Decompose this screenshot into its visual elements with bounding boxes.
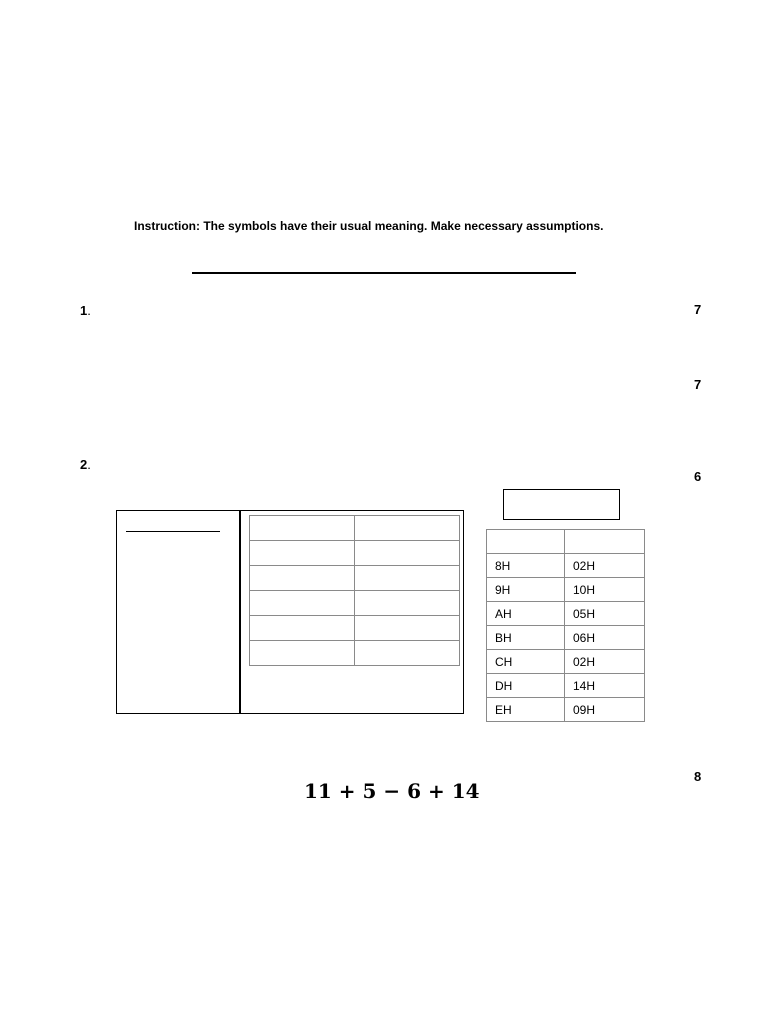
address-cell: EH [487, 698, 565, 722]
table-cell [250, 616, 355, 641]
table-header-row [487, 530, 645, 554]
data-cell: 02H [565, 554, 645, 578]
diagram-label-line [126, 531, 220, 532]
math-expression: 11 + 5 − 6 + 14 [304, 779, 480, 803]
table-row [250, 541, 460, 566]
marks-3: 6 [694, 469, 702, 484]
header-cell-address [487, 530, 565, 554]
data-cell: 02H [565, 650, 645, 674]
table-cell [355, 616, 460, 641]
table-row [487, 674, 645, 698]
table-cell [355, 566, 460, 591]
question-2-number: 2. [80, 457, 91, 472]
memory-label-box [503, 489, 620, 520]
data-cell: 10H [565, 578, 645, 602]
table-row [250, 516, 460, 541]
table-row [250, 641, 460, 666]
table-row [487, 602, 645, 626]
table-row [487, 650, 645, 674]
table-row [487, 554, 645, 578]
diagram-divider [239, 510, 241, 714]
data-cell: 09H [565, 698, 645, 722]
instruction-text: Instruction: The symbols have their usual meaning. Make necessary assumptions. [134, 219, 604, 233]
address-cell: CH [487, 650, 565, 674]
question-1-number: 1. [80, 303, 91, 318]
table-row [487, 626, 645, 650]
data-cell: 05H [565, 602, 645, 626]
table-row [487, 578, 645, 602]
table-cell [250, 541, 355, 566]
marks-4: 8 [694, 769, 702, 784]
table-row [250, 566, 460, 591]
table-cell [250, 591, 355, 616]
memory-table [486, 529, 645, 722]
address-cell: 9H [487, 578, 565, 602]
table-cell [355, 541, 460, 566]
table-cell [355, 641, 460, 666]
title-underline [192, 272, 576, 274]
inner-table [249, 515, 460, 666]
header-cell-data [565, 530, 645, 554]
table-cell [250, 566, 355, 591]
address-cell: 8H [487, 554, 565, 578]
data-cell: 06H [565, 626, 645, 650]
table-cell [355, 591, 460, 616]
address-cell: BH [487, 626, 565, 650]
table-row [250, 591, 460, 616]
table-cell [355, 516, 460, 541]
table-row [487, 698, 645, 722]
marks-1: 7 [694, 302, 702, 317]
table-cell [250, 641, 355, 666]
table-row [250, 616, 460, 641]
table-cell [250, 516, 355, 541]
data-cell: 14H [565, 674, 645, 698]
address-cell: DH [487, 674, 565, 698]
marks-2: 7 [694, 377, 702, 392]
address-cell: AH [487, 602, 565, 626]
